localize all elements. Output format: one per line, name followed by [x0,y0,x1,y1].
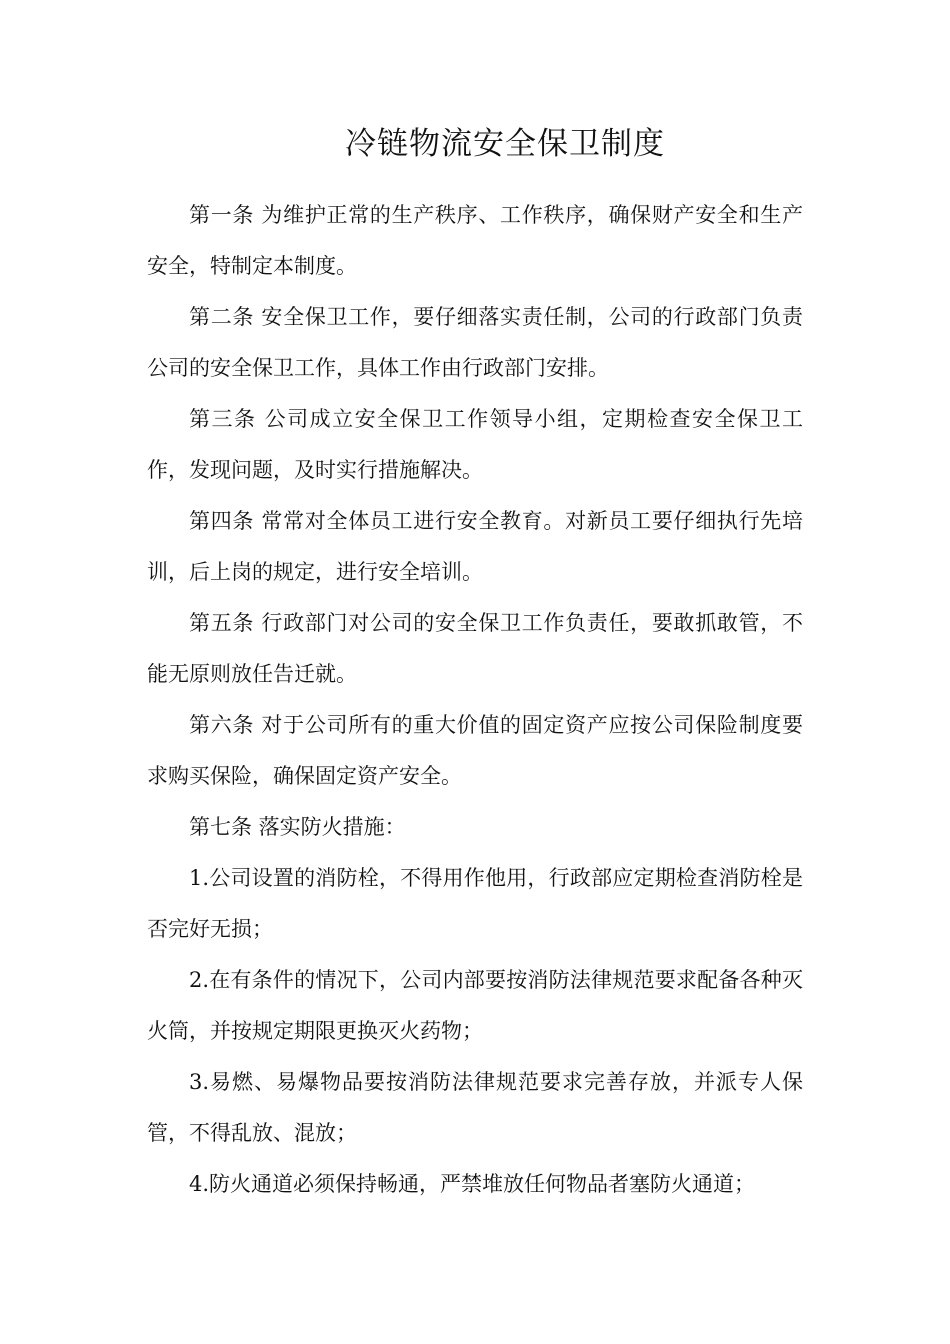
article-7-paragraph: 第七条 落实防火措施： [189,815,406,839]
fire-measure-item-3: 3.易燃、易爆物品要按消防法律规范要求完善存放，并派专人保管，不得乱放、混放； [147,1070,803,1145]
fire-measure-item-2: 2.在有条件的情况下，公司内部要按消防法律规范要求配备各种灭火筒，并按规定期限更换灭火药物； [147,968,803,1043]
article-3-paragraph: 第三条 公司成立安全保卫工作领导小组，定期检查安全保卫工作，发现问题，及时实行措施解决。 [147,407,803,482]
article-6-paragraph: 第六条 对于公司所有的重大价值的固定资产应按公司保险制度要求购买保险，确保固定资产安全。 [147,713,803,788]
document-body [147,190,803,1210]
fire-measure-item-4: 4.防火通道必须保持畅通，严禁堆放任何物品者塞防火通道； [189,1172,756,1196]
article-2-paragraph: 第二条 安全保卫工作，要仔细落实责任制，公司的行政部门负责公司的安全保卫工作，具体工作由行政部门安排。 [147,305,803,380]
article-5-paragraph: 第五条 行政部门对公司的安全保卫工作负责任，要敢抓敢管，不能无原则放任告迁就。 [147,611,803,686]
article-1-paragraph: 第一条 为维护正常的生产秩序、工作秩序，确保财产安全和生产安全，特制定本制度。 [147,203,803,278]
document-title: 冷链物流安全保卫制度 [345,126,665,162]
article-4-paragraph: 第四条 常常对全体员工进行安全教育。对新员工要仔细执行先培训，后上岗的规定，进行安全培训。 [147,509,803,584]
fire-measure-item-1: 1.公司设置的消防栓，不得用作他用，行政部应定期检查消防栓是否完好无损； [147,866,803,941]
